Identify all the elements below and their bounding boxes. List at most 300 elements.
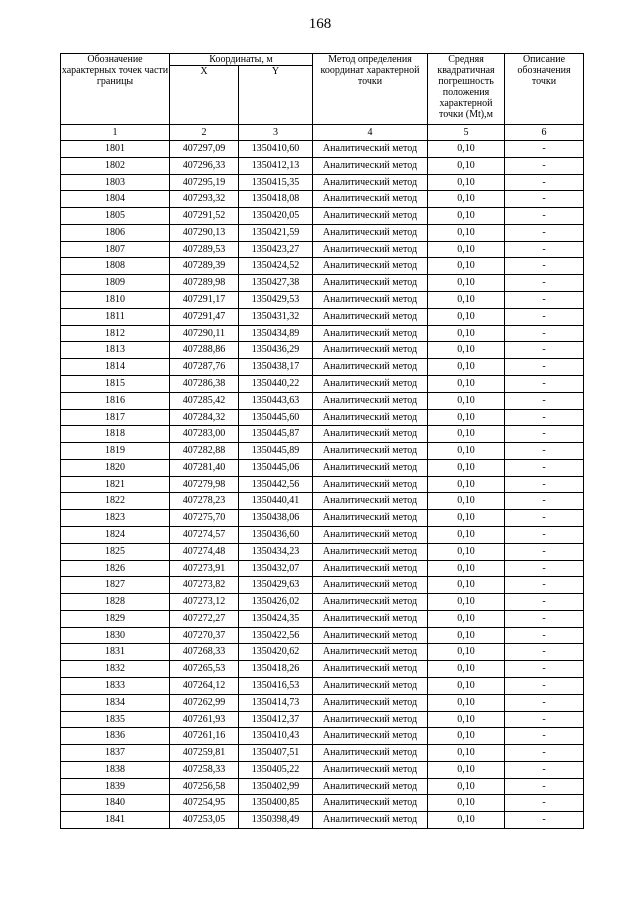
point-id-cell: 1826 bbox=[61, 560, 170, 577]
y-coordinate-cell: 1350436,60 bbox=[239, 526, 313, 543]
x-coordinate-cell: 407291,52 bbox=[170, 208, 239, 225]
description-cell: - bbox=[505, 292, 584, 309]
x-coordinate-cell: 407273,91 bbox=[170, 560, 239, 577]
description-cell: - bbox=[505, 392, 584, 409]
method-cell: Аналитический метод bbox=[313, 510, 428, 527]
description-cell: - bbox=[505, 342, 584, 359]
description-cell: - bbox=[505, 594, 584, 611]
description-cell: - bbox=[505, 728, 584, 745]
error-cell: 0,10 bbox=[428, 661, 505, 678]
error-cell: 0,10 bbox=[428, 409, 505, 426]
description-cell: - bbox=[505, 375, 584, 392]
point-id-cell: 1835 bbox=[61, 711, 170, 728]
x-coordinate-cell: 407272,27 bbox=[170, 610, 239, 627]
point-id-cell: 1801 bbox=[61, 141, 170, 158]
point-id-cell: 1811 bbox=[61, 308, 170, 325]
x-coordinate-cell: 407254,95 bbox=[170, 795, 239, 812]
method-cell: Аналитический метод bbox=[313, 392, 428, 409]
x-coordinate-cell: 407275,70 bbox=[170, 510, 239, 527]
method-cell: Аналитический метод bbox=[313, 174, 428, 191]
table-row bbox=[61, 359, 584, 376]
table-row bbox=[61, 157, 584, 174]
table-row bbox=[61, 627, 584, 644]
error-cell: 0,10 bbox=[428, 745, 505, 762]
x-coordinate-cell: 407273,12 bbox=[170, 594, 239, 611]
table-row bbox=[61, 459, 584, 476]
error-cell: 0,10 bbox=[428, 157, 505, 174]
error-cell: 0,10 bbox=[428, 795, 505, 812]
y-coordinate-cell: 1350407,51 bbox=[239, 745, 313, 762]
point-id-cell: 1816 bbox=[61, 392, 170, 409]
table-row bbox=[61, 745, 584, 762]
error-cell: 0,10 bbox=[428, 560, 505, 577]
method-cell: Аналитический метод bbox=[313, 208, 428, 225]
header-error: Средняя квадратичная погрешность положения характерной точки (Mt),м bbox=[428, 54, 505, 125]
error-cell: 0,10 bbox=[428, 728, 505, 745]
x-coordinate-cell: 407290,11 bbox=[170, 325, 239, 342]
y-coordinate-cell: 1350431,32 bbox=[239, 308, 313, 325]
error-cell: 0,10 bbox=[428, 610, 505, 627]
x-coordinate-cell: 407291,17 bbox=[170, 292, 239, 309]
point-id-cell: 1817 bbox=[61, 409, 170, 426]
method-cell: Аналитический метод bbox=[313, 275, 428, 292]
y-coordinate-cell: 1350440,41 bbox=[239, 493, 313, 510]
method-cell: Аналитический метод bbox=[313, 694, 428, 711]
description-cell: - bbox=[505, 543, 584, 560]
header-x: X bbox=[170, 66, 239, 125]
header-method: Метод определения координат характерной точки bbox=[313, 54, 428, 125]
table-row bbox=[61, 711, 584, 728]
x-coordinate-cell: 407287,76 bbox=[170, 359, 239, 376]
x-coordinate-cell: 407258,33 bbox=[170, 761, 239, 778]
table-row bbox=[61, 761, 584, 778]
table-row bbox=[61, 191, 584, 208]
method-cell: Аналитический метод bbox=[313, 610, 428, 627]
boundary-points-table bbox=[60, 53, 584, 829]
description-cell: - bbox=[505, 745, 584, 762]
y-coordinate-cell: 1350445,89 bbox=[239, 443, 313, 460]
point-id-cell: 1833 bbox=[61, 678, 170, 695]
description-cell: - bbox=[505, 224, 584, 241]
point-id-cell: 1802 bbox=[61, 157, 170, 174]
error-cell: 0,10 bbox=[428, 678, 505, 695]
x-coordinate-cell: 407274,57 bbox=[170, 526, 239, 543]
x-coordinate-cell: 407284,32 bbox=[170, 409, 239, 426]
description-cell: - bbox=[505, 678, 584, 695]
method-cell: Аналитический метод bbox=[313, 678, 428, 695]
y-coordinate-cell: 1350424,35 bbox=[239, 610, 313, 627]
table-row bbox=[61, 375, 584, 392]
header-point-designation: Обозначение характерных точек части границы bbox=[61, 54, 170, 125]
point-id-cell: 1839 bbox=[61, 778, 170, 795]
column-number: 2 bbox=[170, 125, 239, 141]
table-row bbox=[61, 661, 584, 678]
table-row bbox=[61, 778, 584, 795]
x-coordinate-cell: 407289,39 bbox=[170, 258, 239, 275]
y-coordinate-cell: 1350440,22 bbox=[239, 375, 313, 392]
x-coordinate-cell: 407296,33 bbox=[170, 157, 239, 174]
x-coordinate-cell: 407295,19 bbox=[170, 174, 239, 191]
table-row bbox=[61, 493, 584, 510]
y-coordinate-cell: 1350420,62 bbox=[239, 644, 313, 661]
x-coordinate-cell: 407282,88 bbox=[170, 443, 239, 460]
point-id-cell: 1822 bbox=[61, 493, 170, 510]
point-id-cell: 1827 bbox=[61, 577, 170, 594]
description-cell: - bbox=[505, 208, 584, 225]
point-id-cell: 1804 bbox=[61, 191, 170, 208]
table-row bbox=[61, 208, 584, 225]
table-row bbox=[61, 258, 584, 275]
point-id-cell: 1809 bbox=[61, 275, 170, 292]
column-numbers-row bbox=[61, 125, 584, 141]
x-coordinate-cell: 407288,86 bbox=[170, 342, 239, 359]
description-cell: - bbox=[505, 610, 584, 627]
description-cell: - bbox=[505, 443, 584, 460]
table-row bbox=[61, 476, 584, 493]
y-coordinate-cell: 1350429,53 bbox=[239, 292, 313, 309]
y-coordinate-cell: 1350398,49 bbox=[239, 812, 313, 829]
method-cell: Аналитический метод bbox=[313, 543, 428, 560]
table-header bbox=[61, 54, 584, 141]
point-id-cell: 1815 bbox=[61, 375, 170, 392]
table-row bbox=[61, 560, 584, 577]
table-row bbox=[61, 594, 584, 611]
description-cell: - bbox=[505, 493, 584, 510]
error-cell: 0,10 bbox=[428, 443, 505, 460]
x-coordinate-cell: 407281,40 bbox=[170, 459, 239, 476]
method-cell: Аналитический метод bbox=[313, 577, 428, 594]
error-cell: 0,10 bbox=[428, 627, 505, 644]
header-y: Y bbox=[239, 66, 313, 125]
x-coordinate-cell: 407265,53 bbox=[170, 661, 239, 678]
method-cell: Аналитический метод bbox=[313, 627, 428, 644]
method-cell: Аналитический метод bbox=[313, 292, 428, 309]
description-cell: - bbox=[505, 812, 584, 829]
point-id-cell: 1814 bbox=[61, 359, 170, 376]
y-coordinate-cell: 1350432,07 bbox=[239, 560, 313, 577]
header-coordinates: Координаты, м bbox=[170, 54, 313, 66]
point-id-cell: 1825 bbox=[61, 543, 170, 560]
method-cell: Аналитический метод bbox=[313, 761, 428, 778]
y-coordinate-cell: 1350412,37 bbox=[239, 711, 313, 728]
method-cell: Аналитический метод bbox=[313, 778, 428, 795]
method-cell: Аналитический метод bbox=[313, 191, 428, 208]
method-cell: Аналитический метод bbox=[313, 224, 428, 241]
method-cell: Аналитический метод bbox=[313, 157, 428, 174]
y-coordinate-cell: 1350405,22 bbox=[239, 761, 313, 778]
point-id-cell: 1820 bbox=[61, 459, 170, 476]
table-row bbox=[61, 392, 584, 409]
column-number: 1 bbox=[61, 125, 170, 141]
error-cell: 0,10 bbox=[428, 711, 505, 728]
x-coordinate-cell: 407293,32 bbox=[170, 191, 239, 208]
method-cell: Аналитический метод bbox=[313, 459, 428, 476]
description-cell: - bbox=[505, 275, 584, 292]
y-coordinate-cell: 1350429,63 bbox=[239, 577, 313, 594]
error-cell: 0,10 bbox=[428, 174, 505, 191]
description-cell: - bbox=[505, 141, 584, 158]
table-row bbox=[61, 141, 584, 158]
table-row bbox=[61, 241, 584, 258]
point-id-cell: 1806 bbox=[61, 224, 170, 241]
y-coordinate-cell: 1350434,23 bbox=[239, 543, 313, 560]
x-coordinate-cell: 407262,99 bbox=[170, 694, 239, 711]
y-coordinate-cell: 1350442,56 bbox=[239, 476, 313, 493]
description-cell: - bbox=[505, 661, 584, 678]
y-coordinate-cell: 1350434,89 bbox=[239, 325, 313, 342]
y-coordinate-cell: 1350418,26 bbox=[239, 661, 313, 678]
error-cell: 0,10 bbox=[428, 208, 505, 225]
point-id-cell: 1812 bbox=[61, 325, 170, 342]
y-coordinate-cell: 1350443,63 bbox=[239, 392, 313, 409]
table-row bbox=[61, 342, 584, 359]
method-cell: Аналитический метод bbox=[313, 476, 428, 493]
x-coordinate-cell: 407289,53 bbox=[170, 241, 239, 258]
y-coordinate-cell: 1350436,29 bbox=[239, 342, 313, 359]
description-cell: - bbox=[505, 426, 584, 443]
error-cell: 0,10 bbox=[428, 241, 505, 258]
description-cell: - bbox=[505, 409, 584, 426]
table-body bbox=[61, 141, 584, 829]
header-description: Описание обозначения точки bbox=[505, 54, 584, 125]
x-coordinate-cell: 407274,48 bbox=[170, 543, 239, 560]
page-number: 168 bbox=[308, 16, 332, 32]
error-cell: 0,10 bbox=[428, 258, 505, 275]
table-row bbox=[61, 409, 584, 426]
description-cell: - bbox=[505, 157, 584, 174]
description-cell: - bbox=[505, 359, 584, 376]
table-row bbox=[61, 812, 584, 829]
y-coordinate-cell: 1350421,59 bbox=[239, 224, 313, 241]
x-coordinate-cell: 407283,00 bbox=[170, 426, 239, 443]
table-row bbox=[61, 795, 584, 812]
method-cell: Аналитический метод bbox=[313, 493, 428, 510]
x-coordinate-cell: 407273,82 bbox=[170, 577, 239, 594]
point-id-cell: 1836 bbox=[61, 728, 170, 745]
table-row bbox=[61, 325, 584, 342]
description-cell: - bbox=[505, 258, 584, 275]
error-cell: 0,10 bbox=[428, 594, 505, 611]
x-coordinate-cell: 407279,98 bbox=[170, 476, 239, 493]
error-cell: 0,10 bbox=[428, 476, 505, 493]
x-coordinate-cell: 407297,09 bbox=[170, 141, 239, 158]
y-coordinate-cell: 1350426,02 bbox=[239, 594, 313, 611]
point-id-cell: 1807 bbox=[61, 241, 170, 258]
error-cell: 0,10 bbox=[428, 308, 505, 325]
method-cell: Аналитический метод bbox=[313, 375, 428, 392]
point-id-cell: 1805 bbox=[61, 208, 170, 225]
error-cell: 0,10 bbox=[428, 359, 505, 376]
table-row bbox=[61, 577, 584, 594]
method-cell: Аналитический метод bbox=[313, 426, 428, 443]
error-cell: 0,10 bbox=[428, 292, 505, 309]
error-cell: 0,10 bbox=[428, 224, 505, 241]
y-coordinate-cell: 1350420,05 bbox=[239, 208, 313, 225]
y-coordinate-cell: 1350400,85 bbox=[239, 795, 313, 812]
error-cell: 0,10 bbox=[428, 426, 505, 443]
method-cell: Аналитический метод bbox=[313, 594, 428, 611]
y-coordinate-cell: 1350410,60 bbox=[239, 141, 313, 158]
method-cell: Аналитический метод bbox=[313, 325, 428, 342]
table-row bbox=[61, 275, 584, 292]
x-coordinate-cell: 407285,42 bbox=[170, 392, 239, 409]
error-cell: 0,10 bbox=[428, 778, 505, 795]
description-cell: - bbox=[505, 459, 584, 476]
x-coordinate-cell: 407256,58 bbox=[170, 778, 239, 795]
table-row bbox=[61, 224, 584, 241]
error-cell: 0,10 bbox=[428, 526, 505, 543]
y-coordinate-cell: 1350422,56 bbox=[239, 627, 313, 644]
y-coordinate-cell: 1350402,99 bbox=[239, 778, 313, 795]
error-cell: 0,10 bbox=[428, 191, 505, 208]
method-cell: Аналитический метод bbox=[313, 560, 428, 577]
description-cell: - bbox=[505, 711, 584, 728]
table-row bbox=[61, 174, 584, 191]
description-cell: - bbox=[505, 191, 584, 208]
error-cell: 0,10 bbox=[428, 694, 505, 711]
y-coordinate-cell: 1350427,38 bbox=[239, 275, 313, 292]
y-coordinate-cell: 1350423,27 bbox=[239, 241, 313, 258]
description-cell: - bbox=[505, 627, 584, 644]
y-coordinate-cell: 1350412,13 bbox=[239, 157, 313, 174]
y-coordinate-cell: 1350410,43 bbox=[239, 728, 313, 745]
column-number: 3 bbox=[239, 125, 313, 141]
error-cell: 0,10 bbox=[428, 493, 505, 510]
description-cell: - bbox=[505, 476, 584, 493]
description-cell: - bbox=[505, 761, 584, 778]
description-cell: - bbox=[505, 308, 584, 325]
table-row bbox=[61, 308, 584, 325]
y-coordinate-cell: 1350445,87 bbox=[239, 426, 313, 443]
table-row bbox=[61, 644, 584, 661]
x-coordinate-cell: 407270,37 bbox=[170, 627, 239, 644]
y-coordinate-cell: 1350418,08 bbox=[239, 191, 313, 208]
x-coordinate-cell: 407268,33 bbox=[170, 644, 239, 661]
error-cell: 0,10 bbox=[428, 459, 505, 476]
error-cell: 0,10 bbox=[428, 392, 505, 409]
point-id-cell: 1813 bbox=[61, 342, 170, 359]
method-cell: Аналитический метод bbox=[313, 359, 428, 376]
table-row bbox=[61, 292, 584, 309]
point-id-cell: 1837 bbox=[61, 745, 170, 762]
method-cell: Аналитический метод bbox=[313, 795, 428, 812]
table-row bbox=[61, 426, 584, 443]
x-coordinate-cell: 407259,81 bbox=[170, 745, 239, 762]
x-coordinate-cell: 407289,98 bbox=[170, 275, 239, 292]
description-cell: - bbox=[505, 577, 584, 594]
point-id-cell: 1823 bbox=[61, 510, 170, 527]
error-cell: 0,10 bbox=[428, 543, 505, 560]
method-cell: Аналитический метод bbox=[313, 526, 428, 543]
y-coordinate-cell: 1350424,52 bbox=[239, 258, 313, 275]
description-cell: - bbox=[505, 241, 584, 258]
table-row bbox=[61, 526, 584, 543]
point-id-cell: 1828 bbox=[61, 594, 170, 611]
method-cell: Аналитический метод bbox=[313, 728, 428, 745]
method-cell: Аналитический метод bbox=[313, 258, 428, 275]
point-id-cell: 1803 bbox=[61, 174, 170, 191]
error-cell: 0,10 bbox=[428, 325, 505, 342]
point-id-cell: 1818 bbox=[61, 426, 170, 443]
error-cell: 0,10 bbox=[428, 342, 505, 359]
table-row bbox=[61, 543, 584, 560]
x-coordinate-cell: 407261,16 bbox=[170, 728, 239, 745]
point-id-cell: 1810 bbox=[61, 292, 170, 309]
x-coordinate-cell: 407253,05 bbox=[170, 812, 239, 829]
y-coordinate-cell: 1350416,53 bbox=[239, 678, 313, 695]
description-cell: - bbox=[505, 778, 584, 795]
point-id-cell: 1830 bbox=[61, 627, 170, 644]
point-id-cell: 1831 bbox=[61, 644, 170, 661]
error-cell: 0,10 bbox=[428, 510, 505, 527]
method-cell: Аналитический метод bbox=[313, 241, 428, 258]
table-row bbox=[61, 443, 584, 460]
x-coordinate-cell: 407278,23 bbox=[170, 493, 239, 510]
column-number: 4 bbox=[313, 125, 428, 141]
y-coordinate-cell: 1350414,73 bbox=[239, 694, 313, 711]
y-coordinate-cell: 1350445,06 bbox=[239, 459, 313, 476]
table-row bbox=[61, 510, 584, 527]
description-cell: - bbox=[505, 174, 584, 191]
x-coordinate-cell: 407290,13 bbox=[170, 224, 239, 241]
table-row bbox=[61, 610, 584, 627]
description-cell: - bbox=[505, 694, 584, 711]
table-row bbox=[61, 678, 584, 695]
y-coordinate-cell: 1350438,17 bbox=[239, 359, 313, 376]
point-id-cell: 1832 bbox=[61, 661, 170, 678]
error-cell: 0,10 bbox=[428, 761, 505, 778]
method-cell: Аналитический метод bbox=[313, 342, 428, 359]
column-number: 5 bbox=[428, 125, 505, 141]
error-cell: 0,10 bbox=[428, 644, 505, 661]
point-id-cell: 1838 bbox=[61, 761, 170, 778]
point-id-cell: 1829 bbox=[61, 610, 170, 627]
x-coordinate-cell: 407264,12 bbox=[170, 678, 239, 695]
point-id-cell: 1808 bbox=[61, 258, 170, 275]
error-cell: 0,10 bbox=[428, 275, 505, 292]
point-id-cell: 1819 bbox=[61, 443, 170, 460]
table-row bbox=[61, 728, 584, 745]
description-cell: - bbox=[505, 526, 584, 543]
method-cell: Аналитический метод bbox=[313, 644, 428, 661]
method-cell: Аналитический метод bbox=[313, 661, 428, 678]
description-cell: - bbox=[505, 644, 584, 661]
method-cell: Аналитический метод bbox=[313, 745, 428, 762]
point-id-cell: 1840 bbox=[61, 795, 170, 812]
method-cell: Аналитический метод bbox=[313, 812, 428, 829]
description-cell: - bbox=[505, 795, 584, 812]
y-coordinate-cell: 1350445,60 bbox=[239, 409, 313, 426]
x-coordinate-cell: 407261,93 bbox=[170, 711, 239, 728]
x-coordinate-cell: 407291,47 bbox=[170, 308, 239, 325]
y-coordinate-cell: 1350438,06 bbox=[239, 510, 313, 527]
y-coordinate-cell: 1350415,35 bbox=[239, 174, 313, 191]
method-cell: Аналитический метод bbox=[313, 308, 428, 325]
point-id-cell: 1824 bbox=[61, 526, 170, 543]
point-id-cell: 1834 bbox=[61, 694, 170, 711]
point-id-cell: 1841 bbox=[61, 812, 170, 829]
error-cell: 0,10 bbox=[428, 141, 505, 158]
x-coordinate-cell: 407286,38 bbox=[170, 375, 239, 392]
description-cell: - bbox=[505, 325, 584, 342]
method-cell: Аналитический метод bbox=[313, 409, 428, 426]
table-row bbox=[61, 694, 584, 711]
column-number: 6 bbox=[505, 125, 584, 141]
description-cell: - bbox=[505, 510, 584, 527]
method-cell: Аналитический метод bbox=[313, 711, 428, 728]
description-cell: - bbox=[505, 560, 584, 577]
error-cell: 0,10 bbox=[428, 577, 505, 594]
